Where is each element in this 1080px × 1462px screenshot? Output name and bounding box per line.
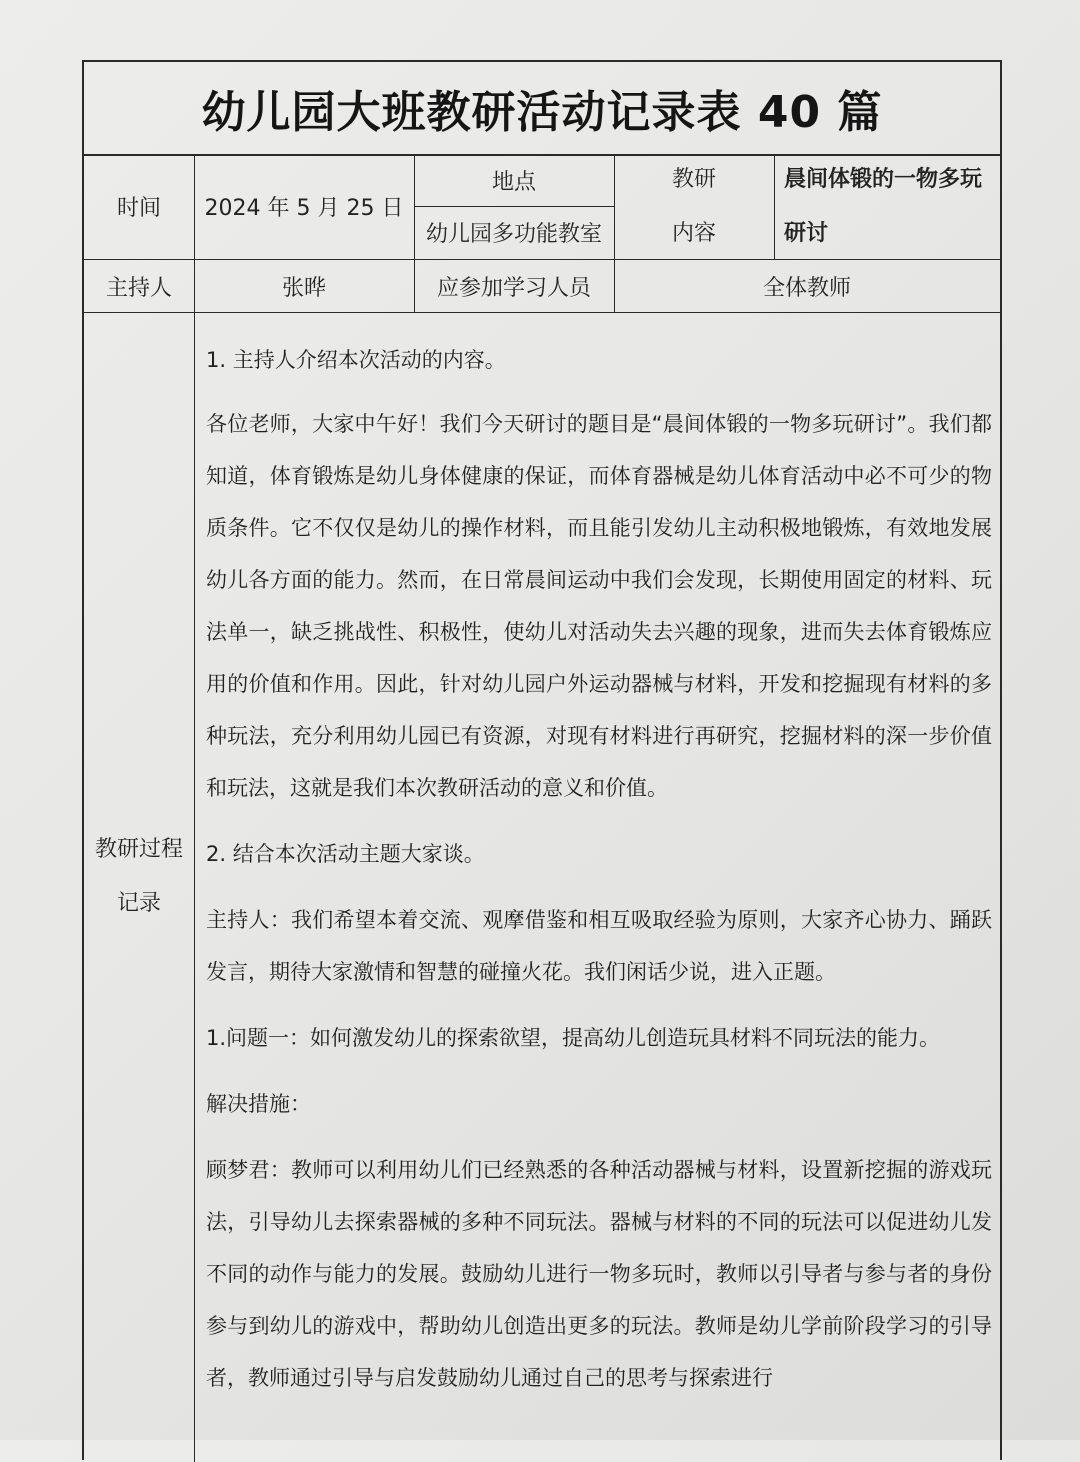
record-form-table [82,60,1002,1460]
host-label: 主持人 [105,275,172,301]
record-label-line-1: 教研过程 [94,837,183,862]
record-paragraph: 2. 结合本次活动主题大家谈。 [206,842,485,866]
content-label [614,154,774,259]
record-content [206,334,992,1404]
form-title: 幼儿园大班教研活动记录表 40 篇 [201,87,883,138]
record-paragraph: 各位老师，大家中午好！我们今天研讨的题目是“晨间体锻的一物多玩研讨”。我们都知道，体育锻炼是幼儿身体健康的保证，而体育器械是幼儿体育活动中必不可少的物质条件。它不仅仅是幼儿的操作材料，而且能引发幼儿主动积极地锻炼，有效地发展幼儿各方面的能力。然而，在日常晨间运动中我们会发现，长期使用固定的材料、玩法单一，缺乏挑战性、积极性，使幼儿对活动失去兴趣的现象，进而失去体育锻炼应用的价值和作用。因此，针对幼儿园户外运动器械与材料，开发和挖掘现有材料的多种玩法，充分利用幼儿园已有资源，对现有材料进行再研究，挖掘材料的深一步价值和玩法，这就是我们本次教研活动的意义和价值。 [206,412,992,800]
record-paragraph: 1. 主持人介绍本次活动的内容。 [206,348,506,372]
location-value: 幼儿园多功能教室 [425,222,602,247]
location-label: 地点 [491,169,536,195]
record-paragraph: 1.问题一：如何激发幼儿的探索欲望，提高幼儿创造玩具材料不同玩法的能力。 [206,1026,941,1050]
time-label: 时间 [116,196,161,221]
record-paragraph: 顾梦君：教师可以利用幼儿们已经熟悉的各种活动器械与材料，设置新挖掘的游戏玩法，引导幼儿去探索器械的多种不同玩法。器械与材料的不同的玩法可以促进幼儿发不同的动作与能力的发展。鼓励幼儿进行一物多玩时，教师以引导者与参与者的身份参与到幼儿的游戏中，帮助幼儿创造出更多的玩法。教师是幼儿学前阶段学习的引导者，教师通过引导与启发鼓励幼儿通过自己的思考与探索进行 [206,1158,992,1390]
attendees-label: 应参加学习人员 [436,275,591,301]
row-divider-2 [84,312,1000,313]
content-value-line-2: 研讨 [784,220,829,246]
record-paragraph: 主持人：我们希望本着交流、观摩借鉴和相互吸取经验为原则，大家齐心协力、踊跃发言，期待大家激情和智慧的碰撞火花。我们闲话少说，进入正题。 [206,908,992,984]
record-label-line-2: 记录 [116,891,161,916]
host-value: 张晔 [281,275,326,301]
content-value [774,154,1000,259]
form-title-row [84,62,1000,156]
content-label-line-2: 内容 [671,220,716,246]
time-value: 2024 年 5 月 25 日 [204,196,404,221]
col-divider-label [194,154,195,1462]
content-label-line-1: 教研 [671,166,716,192]
record-label [84,822,194,932]
record-paragraph: 解决措施： [206,1092,311,1116]
attendees-value: 全体教师 [762,275,851,301]
content-value-line-1: 晨间体锻的一物多玩 [784,166,983,192]
